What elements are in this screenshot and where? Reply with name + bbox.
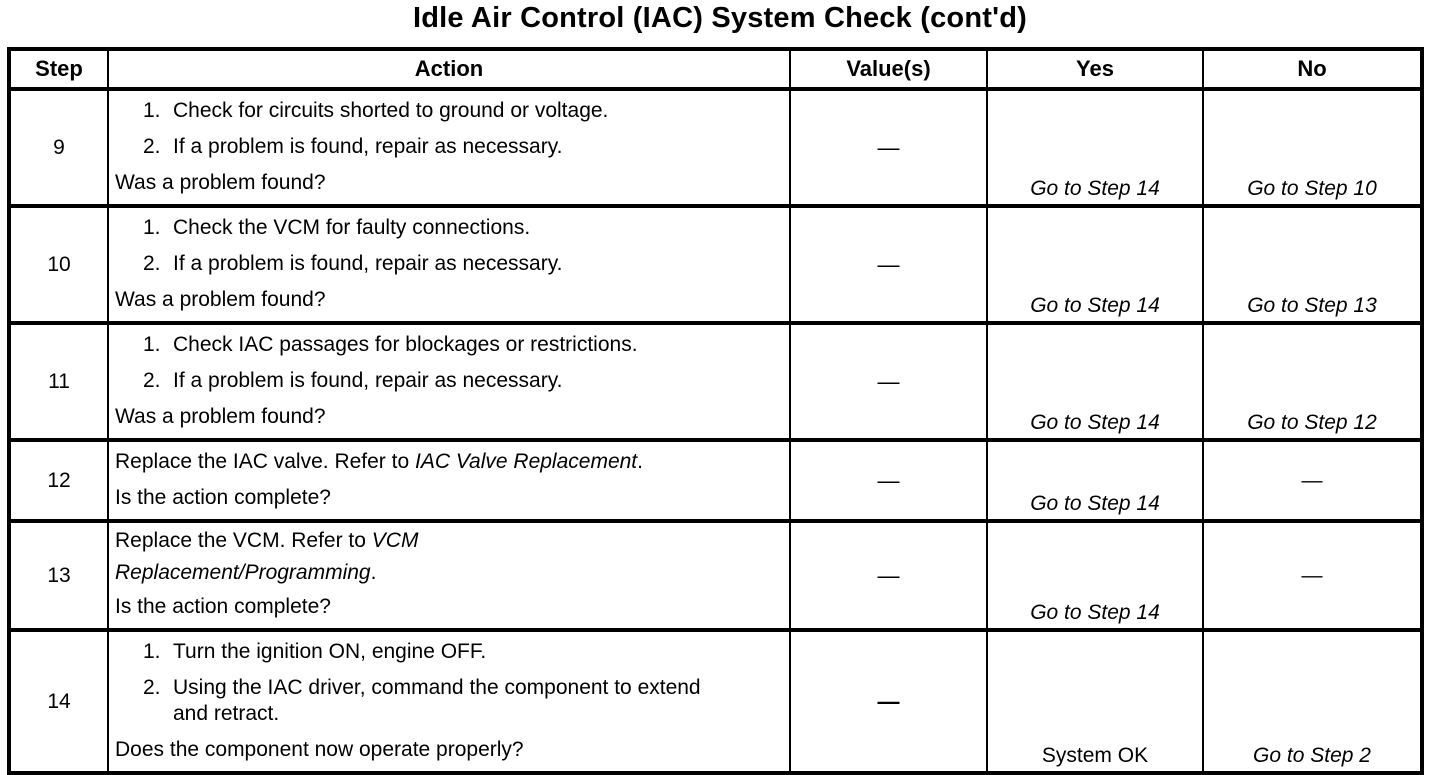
- reference-link: VCM Replacement/Programming: [115, 529, 419, 584]
- no-cell: —: [1203, 440, 1422, 521]
- action-question: Does the component now operate properly?: [115, 738, 524, 761]
- yes-cell: Go to Step 14: [987, 323, 1203, 440]
- action-text: Replace the IAC valve. Refer to IAC Valve Replacement.: [115, 450, 643, 473]
- table-row: [9, 89, 1422, 206]
- action-question: Was a problem found?: [115, 288, 326, 311]
- value-cell: —: [790, 89, 987, 206]
- page-title: Idle Air Control (IAC) System Check (cont'd): [412, 2, 1027, 34]
- action-cell: [108, 206, 790, 323]
- reference-link: IAC Valve Replacement: [414, 450, 638, 473]
- action-item: 1. Turn the ignition ON, engine OFF.: [143, 640, 487, 663]
- step-number: 13: [9, 521, 108, 630]
- header-values: Value(s): [790, 49, 987, 89]
- action-cell: [108, 440, 790, 521]
- action-item: 1. Check for circuits shorted to ground or voltage.: [143, 99, 609, 122]
- step-number: 12: [9, 440, 108, 521]
- action-cell: [108, 89, 790, 206]
- action-cell: [108, 323, 790, 440]
- action-item: 1. Check IAC passages for blockages or restrictions.: [143, 333, 638, 356]
- header-action: Action: [108, 49, 790, 89]
- yes-cell: Go to Step 14: [987, 89, 1203, 206]
- yes-cell: Go to Step 14: [987, 206, 1203, 323]
- table-row: [9, 440, 1422, 521]
- action-question: Is the action complete?: [115, 486, 331, 509]
- action-question: Was a problem found?: [115, 405, 326, 428]
- no-cell: —: [1203, 521, 1422, 630]
- action-text: Replace the VCM. Refer to VCM Replacement/Programming.: [115, 529, 419, 584]
- action-cell: [108, 521, 790, 630]
- action-item: 2. If a problem is found, repair as necessary.: [143, 252, 563, 275]
- value-cell: —: [790, 206, 987, 323]
- value-cell: —: [790, 323, 987, 440]
- action-question: Was a problem found?: [115, 171, 326, 194]
- action-item: 1. Check the VCM for faulty connections.: [143, 216, 531, 239]
- header-no: No: [1203, 49, 1422, 89]
- no-cell: Go to Step 10: [1203, 89, 1422, 206]
- diagnostic-table: [7, 47, 1424, 775]
- yes-cell: System OK: [987, 630, 1203, 773]
- table-row: [9, 521, 1422, 630]
- step-number: 10: [9, 206, 108, 323]
- value-cell: —: [790, 521, 987, 630]
- no-cell: Go to Step 13: [1203, 206, 1422, 323]
- yes-cell: Go to Step 14: [987, 440, 1203, 521]
- step-number: 9: [9, 89, 108, 206]
- value-cell: —: [790, 440, 987, 521]
- action-item: 2. If a problem is found, repair as necessary.: [143, 369, 563, 392]
- action-item: 2. Using the IAC driver, command the component to extend and retract.: [143, 676, 701, 725]
- no-cell: Go to Step 2: [1203, 630, 1422, 773]
- action-question: Is the action complete?: [115, 595, 331, 618]
- table-row: [9, 630, 1422, 773]
- step-number: 11: [9, 323, 108, 440]
- step-number: 14: [9, 630, 108, 773]
- action-cell: [108, 630, 790, 773]
- value-cell: —: [790, 630, 987, 773]
- no-cell: Go to Step 12: [1203, 323, 1422, 440]
- header-step: Step: [9, 49, 108, 89]
- yes-cell: Go to Step 14: [987, 521, 1203, 630]
- table-row: [9, 206, 1422, 323]
- header-yes: Yes: [987, 49, 1203, 89]
- table-row: [9, 323, 1422, 440]
- action-item: 2. If a problem is found, repair as necessary.: [143, 135, 563, 158]
- header-row: [9, 49, 1422, 89]
